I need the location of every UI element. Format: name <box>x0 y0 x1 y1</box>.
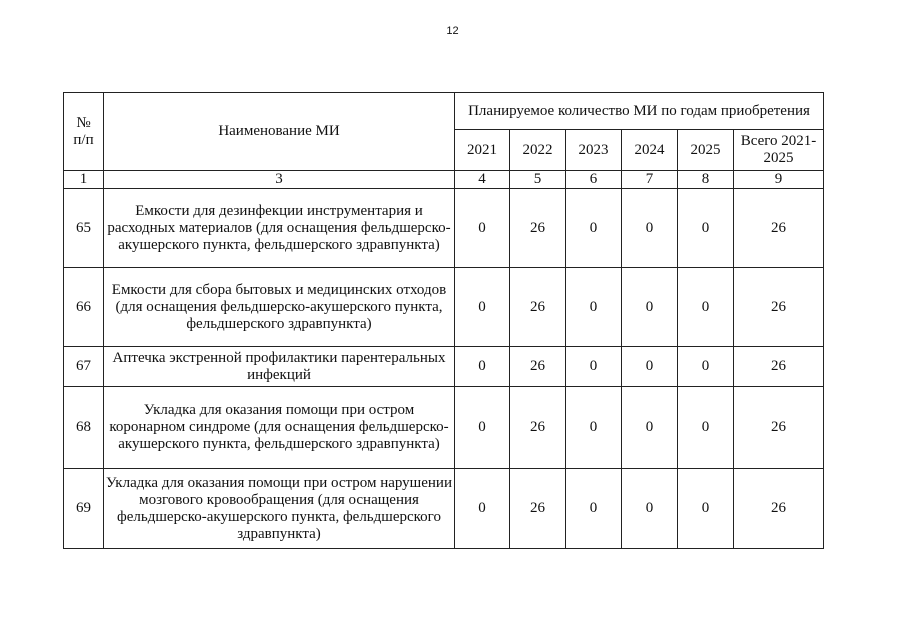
value-total: 26 <box>734 387 824 469</box>
value-2024: 0 <box>622 347 678 387</box>
table-row <box>64 268 824 347</box>
value-2023: 0 <box>566 268 622 347</box>
row-number: 65 <box>64 189 104 268</box>
column-number: 7 <box>622 171 678 189</box>
value-2025: 0 <box>678 268 734 347</box>
header-row-top <box>64 93 824 130</box>
value-2022: 26 <box>510 387 566 469</box>
table-row <box>64 347 824 387</box>
planned-quantity-header: Планируемое количество МИ по годам приобретения <box>455 93 824 130</box>
column-number: 8 <box>678 171 734 189</box>
value-2023: 0 <box>566 387 622 469</box>
value-total: 26 <box>734 189 824 268</box>
total-header: Всего 2021-2025 <box>734 130 824 171</box>
year-header-2022: 2022 <box>510 130 566 171</box>
value-2025: 0 <box>678 347 734 387</box>
table-row <box>64 189 824 268</box>
value-2023: 0 <box>566 469 622 549</box>
value-total: 26 <box>734 268 824 347</box>
item-name: Укладка для оказания помощи при остром коронарном синдроме (для оснащения фельдшерско-акушерского пункта, фельдшерского здравпункта) <box>104 387 455 469</box>
value-2025: 0 <box>678 189 734 268</box>
value-2022: 26 <box>510 189 566 268</box>
column-number: 5 <box>510 171 566 189</box>
row-number: 67 <box>64 347 104 387</box>
value-2023: 0 <box>566 347 622 387</box>
item-name: Аптечка экстренной профилактики парентеральных инфекций <box>104 347 455 387</box>
column-number: 9 <box>734 171 824 189</box>
value-2023: 0 <box>566 189 622 268</box>
value-2021: 0 <box>455 189 510 268</box>
column-number: 4 <box>455 171 510 189</box>
item-name: Емкости для дезинфекции инструментария и расходных материалов (для оснащения фельдшерско-акушерского пункта, фельдшерского здравпункта) <box>104 189 455 268</box>
item-name: Укладка для оказания помощи при остром нарушении мозгового кровообращения (для оснащения фельдшерско-акушерского пункта, фельдшерского здравпункта) <box>104 469 455 549</box>
column-number: 1 <box>64 171 104 189</box>
table-row <box>64 469 824 549</box>
value-2021: 0 <box>455 268 510 347</box>
value-2021: 0 <box>455 387 510 469</box>
value-2022: 26 <box>510 268 566 347</box>
value-2021: 0 <box>455 469 510 549</box>
num-header-line2: п/п <box>73 131 94 148</box>
item-name: Емкости для сбора бытовых и медицинских отходов (для оснащения фельдшерско-акушерского пункта, фельдшерского здравпункта) <box>104 268 455 347</box>
value-2024: 0 <box>622 268 678 347</box>
value-2021: 0 <box>455 347 510 387</box>
value-2024: 0 <box>622 469 678 549</box>
value-2022: 26 <box>510 347 566 387</box>
value-2025: 0 <box>678 469 734 549</box>
year-header-2024: 2024 <box>622 130 678 171</box>
year-header-2021: 2021 <box>455 130 510 171</box>
column-number: 6 <box>566 171 622 189</box>
year-header-2023: 2023 <box>566 130 622 171</box>
value-2024: 0 <box>622 387 678 469</box>
num-column-header <box>64 93 104 171</box>
page-number: 12 <box>446 25 459 37</box>
value-2025: 0 <box>678 387 734 469</box>
column-number-row <box>64 171 824 189</box>
value-2024: 0 <box>622 189 678 268</box>
name-column-header: Наименование МИ <box>104 93 455 171</box>
value-total: 26 <box>734 469 824 549</box>
column-number: 3 <box>104 171 455 189</box>
row-number: 69 <box>64 469 104 549</box>
row-number: 66 <box>64 268 104 347</box>
year-header-2025: 2025 <box>678 130 734 171</box>
row-number: 68 <box>64 387 104 469</box>
table-row <box>64 387 824 469</box>
num-header-line1: № <box>76 114 91 131</box>
value-2022: 26 <box>510 469 566 549</box>
value-total: 26 <box>734 347 824 387</box>
equipment-table <box>63 92 824 549</box>
